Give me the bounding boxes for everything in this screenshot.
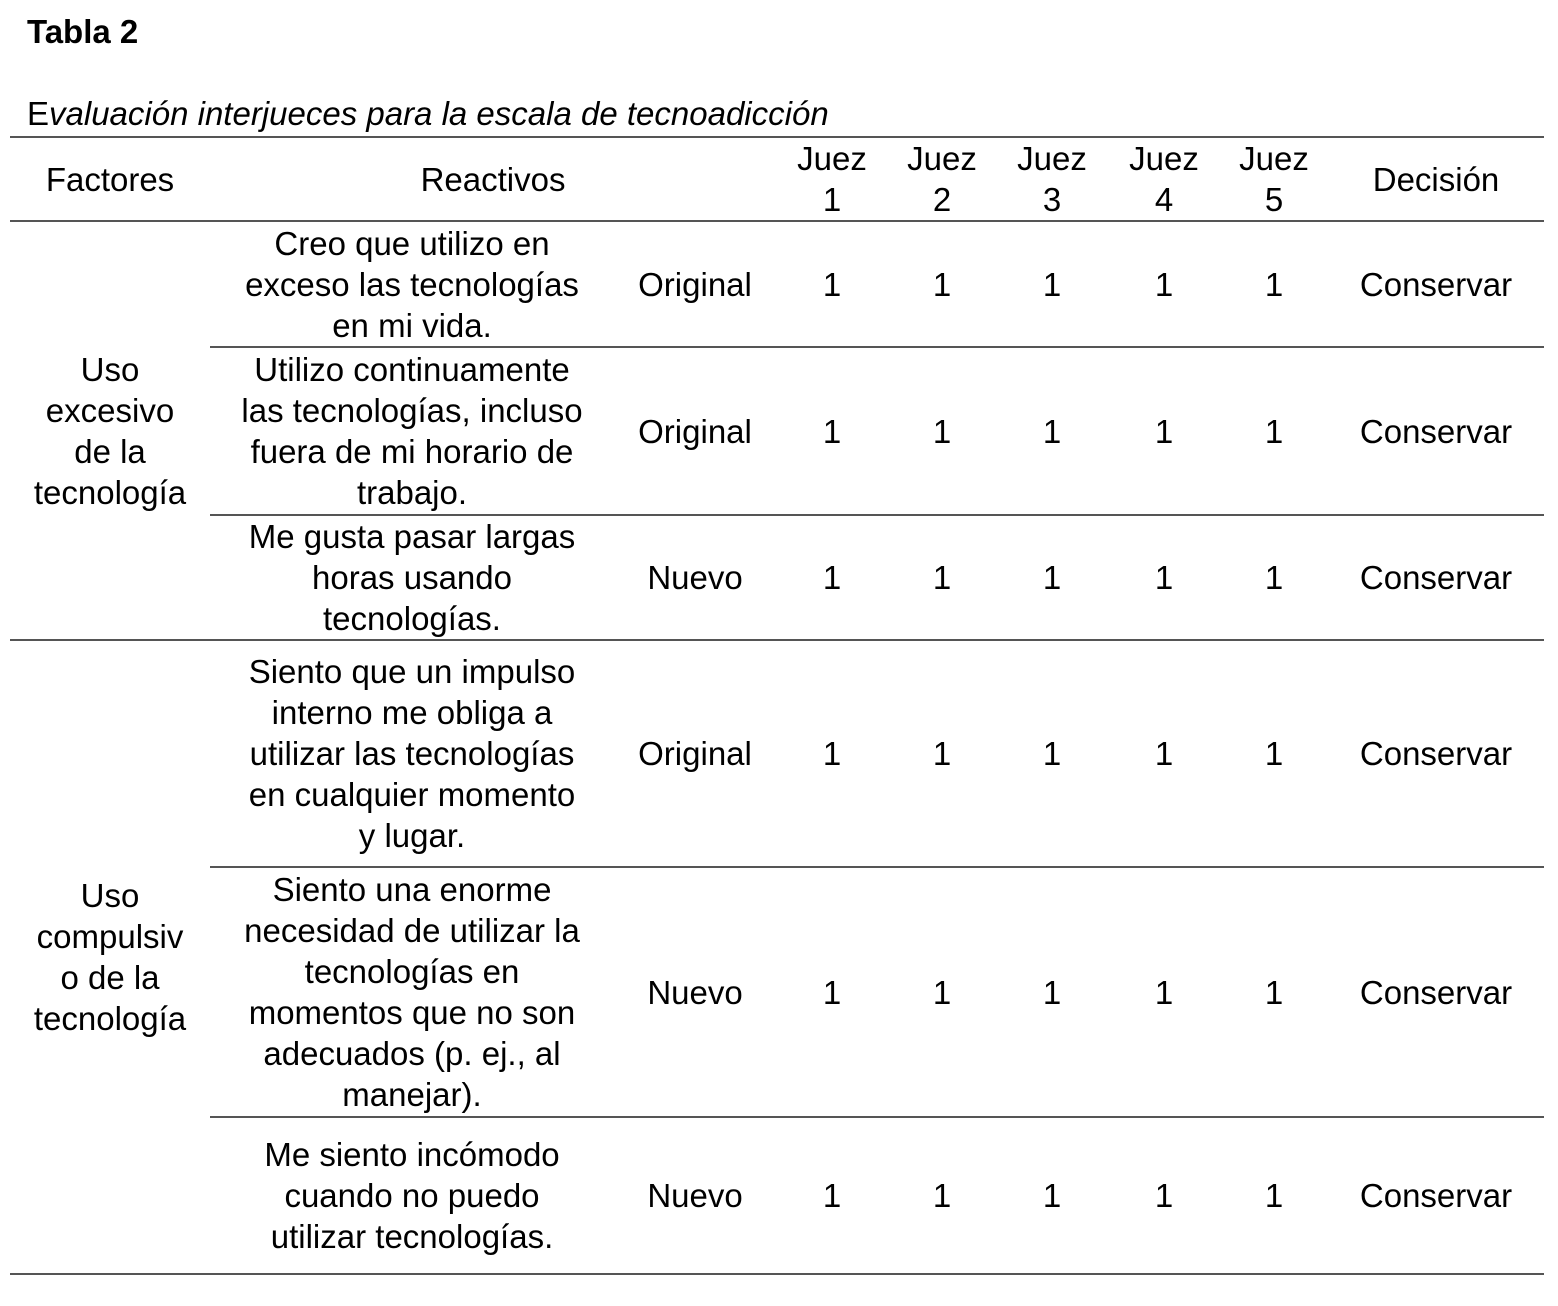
item-type: Nuevo	[614, 1117, 776, 1274]
item-line: exceso las tecnologías	[245, 265, 579, 303]
score-juez-1: 1	[776, 1117, 888, 1274]
item-text	[210, 347, 614, 515]
item-line: manejar).	[342, 1076, 482, 1113]
factor-uso-compulsivo	[10, 640, 210, 1274]
item-text	[210, 1117, 614, 1274]
item-line: Me gusta pasar largas	[248, 518, 576, 555]
table-row	[10, 347, 1544, 515]
item-line: necesidad de utilizar la	[244, 912, 580, 949]
decision-value: Conservar	[1328, 867, 1544, 1117]
score-juez-1: 1	[822, 265, 842, 303]
score-juez-5: 1	[1220, 867, 1328, 1117]
table-row	[10, 221, 1544, 347]
caption-text: valuación interjueces para la escala de tecnoadicción	[49, 95, 829, 132]
header-reactivos: Reactivos	[210, 137, 776, 221]
header-row	[10, 137, 1544, 221]
item-text	[210, 640, 614, 867]
score-juez-2: 1	[888, 515, 996, 640]
header-juez-1	[776, 137, 888, 221]
table-label: Tabla 2	[27, 13, 139, 50]
header-juez-3-word: Juez	[1017, 140, 1087, 177]
item-text	[210, 867, 614, 1117]
score-juez-5: 1	[1264, 265, 1284, 303]
decision-value: Conservar	[1328, 347, 1544, 515]
item-line: tecnologías en	[304, 953, 520, 990]
item-line: momentos que no son	[248, 994, 576, 1031]
item-line: interno me obliga a	[271, 694, 553, 731]
score-juez-1: 1	[776, 867, 888, 1117]
factor-line: o de la	[60, 959, 160, 996]
header-juez-3	[996, 137, 1108, 221]
score-juez-2: 1	[888, 1117, 996, 1274]
score-juez-1: 1	[776, 347, 888, 515]
header-juez-2-word: Juez	[907, 140, 977, 177]
item-line: Creo que utilizo en	[274, 224, 550, 262]
item-type: Nuevo	[614, 515, 776, 640]
header-juez-5-word: Juez	[1239, 140, 1309, 177]
item-line: horas usando	[312, 559, 512, 596]
factor-uso-excesivo	[10, 221, 210, 640]
score-juez-2: 1	[888, 640, 996, 867]
score-juez-3: 1	[996, 515, 1108, 640]
item-text	[210, 515, 614, 640]
score-juez-1: 1	[776, 515, 888, 640]
score-juez-2: 1	[932, 265, 952, 303]
header-juez-4	[1108, 137, 1220, 221]
header-juez-1-word: Juez	[797, 140, 867, 177]
item-line: fuera de mi horario de	[250, 433, 574, 470]
score-juez-5: 1	[1220, 640, 1328, 867]
decision-value: Conservar	[1328, 515, 1544, 640]
table-caption	[27, 94, 829, 134]
score-juez-4: 1	[1108, 347, 1220, 515]
header-juez-4-word: Juez	[1129, 140, 1199, 177]
score-juez-5: 1	[1220, 347, 1328, 515]
table-row	[10, 1117, 1544, 1274]
item-line: adecuados (p. ej., al	[263, 1035, 561, 1072]
score-juez-2: 1	[888, 347, 996, 515]
item-line: tecnologías.	[323, 600, 501, 637]
header-juez-5-number: 5	[1264, 181, 1284, 218]
item-line: las tecnologías, incluso	[241, 392, 583, 429]
evaluation-table	[10, 136, 1544, 1275]
score-juez-3: 1	[996, 1117, 1108, 1274]
factor-line: tecnología	[33, 473, 187, 511]
score-juez-4: 1	[1108, 640, 1220, 867]
decision-value: Conservar	[1359, 265, 1513, 303]
decision-value: Conservar	[1328, 640, 1544, 867]
header-juez-1-number: 1	[822, 181, 842, 218]
factor-line: tecnología	[33, 1000, 187, 1037]
table-row	[10, 640, 1544, 867]
score-juez-3: 1	[996, 640, 1108, 867]
item-line: Me siento incómodo	[264, 1136, 560, 1173]
score-juez-5: 1	[1220, 1117, 1328, 1274]
factor-line: Uso	[80, 877, 140, 914]
item-type: Original	[614, 640, 776, 867]
item-line: en mi vida.	[332, 306, 492, 344]
header-juez-4-number: 4	[1154, 181, 1174, 218]
score-juez-4: 1	[1108, 515, 1220, 640]
score-juez-1: 1	[776, 640, 888, 867]
item-line: utilizar tecnologías.	[270, 1218, 554, 1255]
table-row	[10, 515, 1544, 640]
item-line: Siento una enorme	[272, 871, 552, 908]
score-juez-5: 1	[1220, 515, 1328, 640]
item-line: Siento que un impulso	[248, 653, 576, 690]
item-line: trabajo.	[356, 474, 468, 511]
header-juez-3-number: 3	[1042, 181, 1062, 218]
header-juez-2-number: 2	[932, 181, 952, 218]
factor-line: compulsiv	[36, 918, 184, 955]
score-juez-3: 1	[996, 347, 1108, 515]
item-type: Original	[614, 347, 776, 515]
item-line: cuando no puedo	[284, 1177, 540, 1214]
header-decision: Decisión	[1328, 137, 1544, 221]
factor-line: excesivo	[45, 391, 175, 429]
item-line: Utilizo continuamente	[254, 351, 570, 388]
header-factores: Factores	[10, 137, 210, 221]
caption-initial: E	[27, 95, 50, 132]
header-juez-2	[888, 137, 996, 221]
score-juez-3: 1	[1042, 265, 1062, 303]
score-juez-4: 1	[1154, 265, 1174, 303]
header-juez-5	[1220, 137, 1328, 221]
score-juez-4: 1	[1108, 1117, 1220, 1274]
score-juez-2: 1	[888, 867, 996, 1117]
item-line: y lugar.	[358, 817, 466, 854]
score-juez-3: 1	[996, 867, 1108, 1117]
item-text	[210, 221, 614, 347]
item-line: utilizar las tecnologías	[249, 735, 575, 772]
factor-line: de la	[74, 432, 146, 470]
item-type: Original	[638, 265, 752, 303]
table-row	[10, 867, 1544, 1117]
item-type: Nuevo	[614, 867, 776, 1117]
factor-line: Uso	[80, 350, 140, 388]
decision-value: Conservar	[1328, 1117, 1544, 1274]
item-line: en cualquier momento	[248, 776, 576, 813]
score-juez-4: 1	[1108, 867, 1220, 1117]
